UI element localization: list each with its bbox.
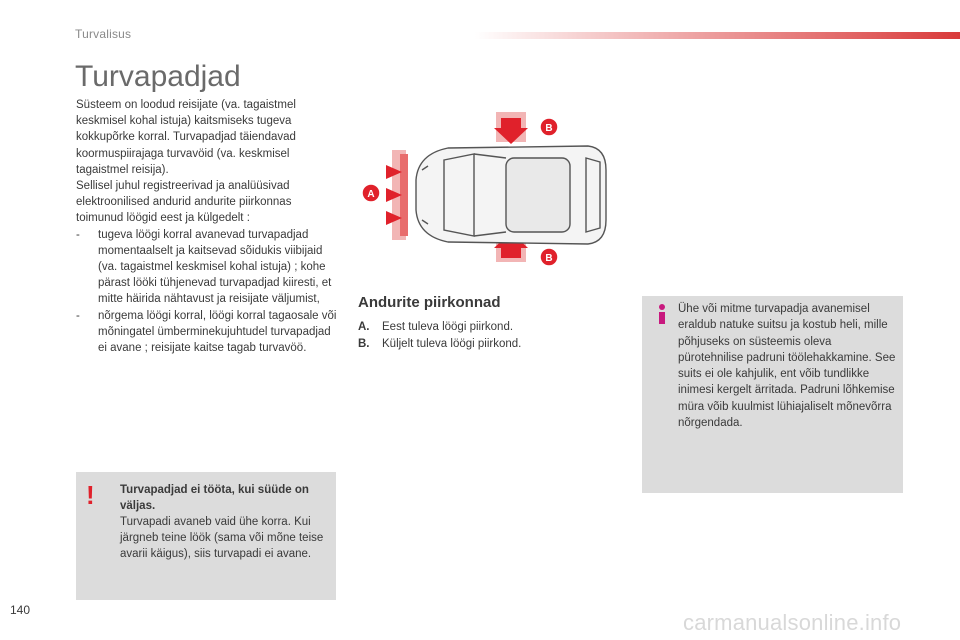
sensor-zone-text: Küljelt tuleva löögi piirkond. xyxy=(382,338,522,350)
intro-text xyxy=(76,97,338,356)
list-item xyxy=(358,319,521,336)
svg-text:A: A xyxy=(367,189,375,200)
info-text: Ühe või mitme turvapadja avanemisel eraldub natuke suitsu ja kostub heli, mille põhjuseks on süsteemis oleva pürotehnilise padruni töölehakkamine. See suits ei ole kahjulik, ent võib tundlikke inimesi kergelt ärritada. Padruni lõhkemise müra võib kuulmist lühiajaliselt mõnevõrra nõrgendada. xyxy=(678,303,896,430)
info-box xyxy=(642,296,903,493)
svg-text:B: B xyxy=(545,253,553,264)
svg-text:B: B xyxy=(545,123,553,134)
list-item xyxy=(358,336,521,353)
airbag-sensor-diagram xyxy=(356,110,616,270)
warning-text xyxy=(120,482,328,562)
label-b-badge-top xyxy=(540,118,558,136)
side-impact-arrows-top xyxy=(494,112,528,144)
sensor-zone-key: B. xyxy=(358,338,370,350)
sensor-zones-list xyxy=(358,319,521,353)
car-top-view xyxy=(416,146,606,244)
sensor-zone-text: Eest tuleva löögi piirkond. xyxy=(382,321,514,333)
intro-paragraph-1: Süsteem on loodud reisijate (va. tagaistmel keskmisel kohal istuja) kaitsmiseks tugeva kokkupõrke korral. Turvapadjad täiendavad koormuspiirajaga turvavöid (va. keskmisel tagaistmel reisija). xyxy=(76,99,296,176)
exclamation-icon: ! xyxy=(86,480,95,510)
warning-box xyxy=(76,472,336,600)
section-header: Turvalisus xyxy=(75,27,132,41)
sensor-zones-heading: Andurite piirkonnad xyxy=(358,294,501,311)
label-a-badge xyxy=(362,184,380,202)
page-number: 140 xyxy=(10,603,31,617)
intro-paragraph-2: Sellisel juhul registreerivad ja analüüsivad elektroonilised andurid andurite piirkonnas toimunud löögid eest ja külgedelt : xyxy=(76,180,292,225)
watermark: carmanualsonline.info xyxy=(683,610,902,635)
list-item: - nõrgema löögi korral, löögi korral tagaosale või mõningatel ümberminekujuhtudel turvapadjad ei avane ; reisijate kaitse tagab turvavöö. xyxy=(76,309,337,355)
page-title: Turvapadjad xyxy=(75,60,241,93)
warning-bold-text: Turvapadjad ei tööta, kui süüde on väljas. xyxy=(120,484,309,512)
list-item: - tugeva löögi korral avanevad turvapadjad momentaalselt ja kaitsevad sõidukis viibijaid (va. tagaistmel keskmisel kohal istuja) ; kohe pärast lööki tühjenevad turvapadjad kiiresti, et mitte häirida nähtavust ja reisijate väljumist, xyxy=(76,228,332,306)
warning-body-text: Turvapadi avaneb vaid ühe korra. Kui järgneb teine löök (sama või mõne teise avarii käigus), siis turvapadi ei avane. xyxy=(120,516,324,560)
label-b-badge-bottom xyxy=(540,248,558,266)
sensor-zone-key: A. xyxy=(358,321,370,333)
front-impact-arrows xyxy=(386,150,408,240)
intro-bullet-list xyxy=(76,227,338,357)
header-accent-bar xyxy=(475,32,960,39)
info-icon xyxy=(652,302,672,326)
